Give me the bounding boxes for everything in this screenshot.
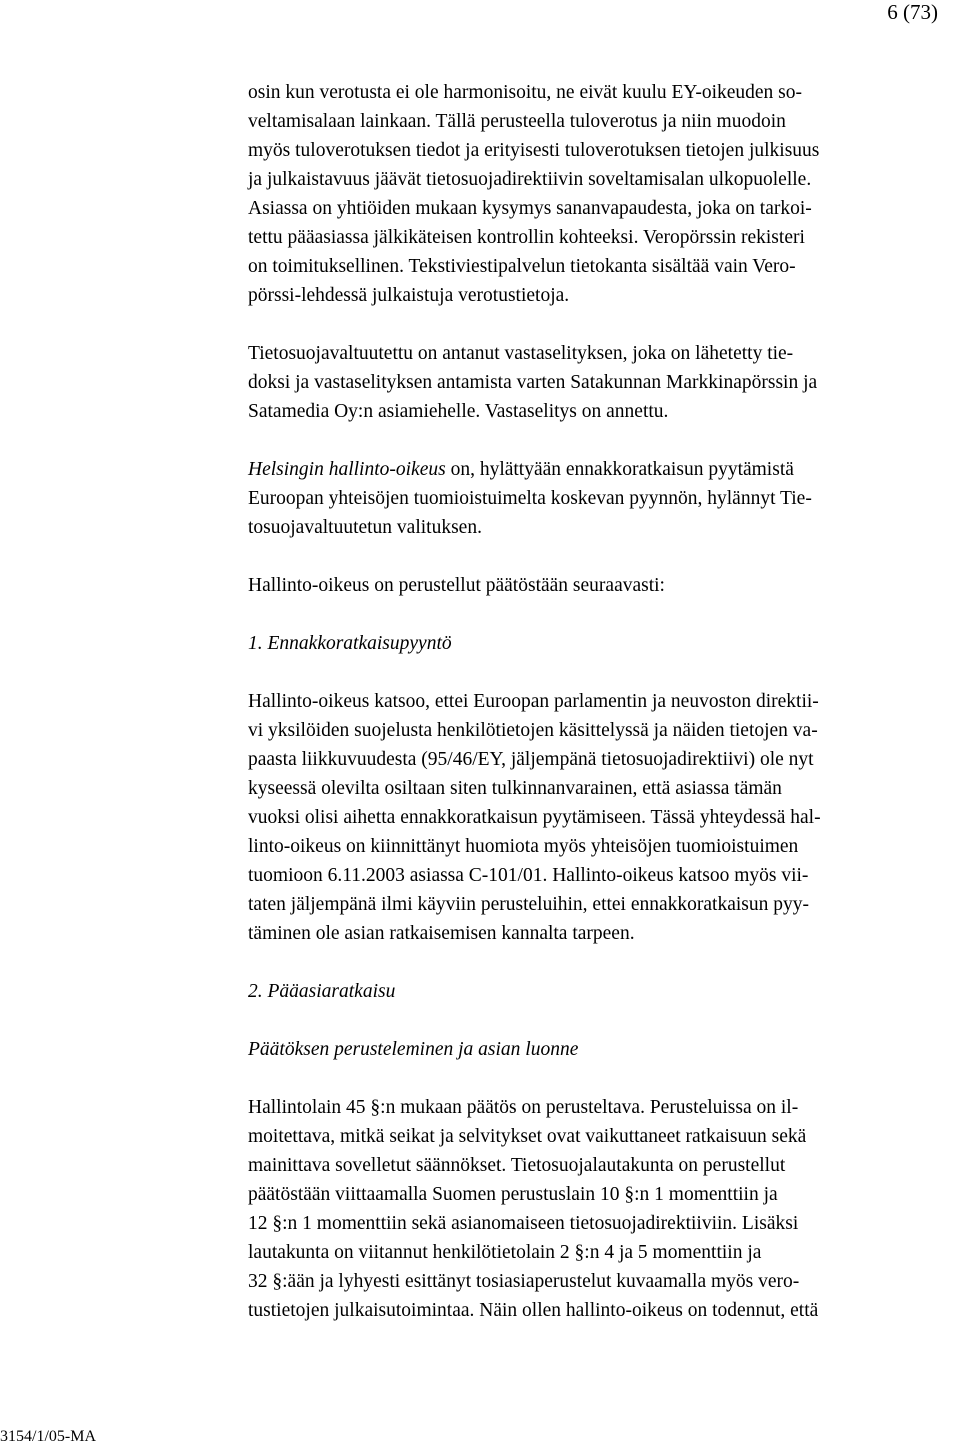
- heading-text: 2. Pääasiaratkaisu: [248, 981, 396, 1002]
- paragraph-counter-statement: [248, 339, 960, 426]
- section-heading-2: [248, 977, 960, 1006]
- text-line: taten jäljempänä ilmi käyviin perusteluihin, ettei ennakkoratkaisun pyy-: [248, 894, 810, 915]
- text-line: tosuojavaltuutetun valituksen.: [248, 517, 482, 538]
- section-heading-1: [248, 629, 960, 658]
- text-line: 32 §:ään ja lyhyesti esittänyt tosiasiaperustelut kuvaamalla myös vero-: [248, 1271, 800, 1292]
- text-line: on toimituksellinen. Tekstiviestipalvelun tietokanta sisältää vain Vero-: [248, 256, 796, 277]
- text-line: tustietojen julkaisutoimintaa. Näin ollen hallinto-oikeus on todennut, että: [248, 1300, 819, 1321]
- text-line: täminen ole asian ratkaisemisen kannalta tarpeen.: [248, 923, 635, 944]
- text-line: ja julkaistavuus jäävät tietosuojadirektiivin soveltamisalan ulkopuolelle.: [248, 169, 812, 190]
- court-name: Helsingin hallinto-oikeus: [248, 459, 446, 480]
- text-line: Asiassa on yhtiöiden mukaan kysymys sananvapaudesta, joka on tarkoi-: [248, 198, 812, 219]
- text-line: doksi ja vastaselityksen antamista varten Satakunnan Markkinapörssin ja: [248, 372, 818, 393]
- text-line: Hallinto-oikeus katsoo, ettei Euroopan parlamentin ja neuvoston direktii-: [248, 691, 819, 712]
- text-line: Satamedia Oy:n asiamiehelle. Vastaselitys on annettu.: [248, 401, 669, 422]
- text-line: kyseessä olevilta osiltaan siten tulkinnanvarainen, että asiassa tämän: [248, 778, 782, 799]
- text-line: päätöstään viittaamalla Suomen perustuslain 10 §:n 1 momenttiin ja: [248, 1184, 778, 1205]
- text-line: Tietosuojavaltuutettu on antanut vastaselityksen, joka on lähetetty tie-: [248, 343, 794, 364]
- document-id-footer: 3154/1/05-MA: [0, 1428, 96, 1445]
- paragraph-reasoning-intro: [248, 571, 960, 600]
- text-line: pörssi-lehdessä julkaistuja verotustietoja.: [248, 285, 570, 306]
- text-line: mainittava sovelletut säännökset. Tietosuojalautakunta on perustellut: [248, 1155, 786, 1176]
- heading-text: Päätöksen perusteleminen ja asian luonne: [248, 1039, 579, 1060]
- document-body: [248, 78, 960, 1325]
- text-line: linto-oikeus on kiinnittänyt huomiota myös yhteisöjen tuomioistuimen: [248, 836, 799, 857]
- text-line: osin kun verotusta ei ole harmonisoitu, ne eivät kuulu EY-oikeuden so-: [248, 82, 803, 103]
- text-line: 12 §:n 1 momenttiin sekä asianomaiseen tietosuojadirektiiviin. Lisäksi: [248, 1213, 799, 1234]
- text-line: tettu pääasiassa jälkikäteisen kontrollin kohteeksi. Veropörssin rekisteri: [248, 227, 805, 248]
- text-line: tuomioon 6.11.2003 asiassa C-101/01. Hallinto-oikeus katsoo myös vii-: [248, 865, 809, 886]
- paragraph-decision-justification: [248, 1093, 960, 1325]
- text-line: Hallinto-oikeus on perustellut päätöstään seuraavasti:: [248, 575, 665, 596]
- text-run: on, hylättyään ennakkoratkaisun pyytämistä: [445, 459, 794, 480]
- text-line: vuoksi olisi aihetta ennakkoratkaisun pyytämiseen. Tässä yhteydessä hal-: [248, 807, 821, 828]
- text-line: myös tuloverotuksen tiedot ja erityisesti tuloverotuksen tietojen julkisuus: [248, 140, 820, 161]
- text-line: vi yksilöiden suojelusta henkilötietojen käsittelyssä ja näiden tietojen va-: [248, 720, 818, 741]
- text-line: moitettava, mitkä seikat ja selvitykset ovat vaikuttaneet ratkaisuun sekä: [248, 1126, 807, 1147]
- page-number: 6 (73): [887, 0, 938, 24]
- text-line: lautakunta on viitannut henkilötietolain 2 §:n 4 ja 5 momenttiin ja: [248, 1242, 762, 1263]
- heading-text: 1. Ennakkoratkaisupyyntö: [248, 633, 452, 654]
- text-line: Hallintolain 45 §:n mukaan päätös on perusteltava. Perusteluissa on il-: [248, 1097, 799, 1118]
- text-line: veltamisalaan lainkaan. Tällä perusteella tuloverotus ja niin muodoin: [248, 111, 786, 132]
- subsection-heading: [248, 1035, 960, 1064]
- text-line: paasta liikkuvuudesta (95/46/EY, jäljempänä tietosuojadirektiivi) ole nyt: [248, 749, 814, 770]
- text-line: Euroopan yhteisöjen tuomioistuimelta koskevan pyynnön, hylännyt Tie-: [248, 488, 812, 509]
- paragraph-court-decision: [248, 455, 960, 542]
- paragraph-preliminary-ruling: [248, 687, 960, 948]
- text-line: [248, 455, 960, 484]
- paragraph-eu-law-scope: [248, 78, 960, 310]
